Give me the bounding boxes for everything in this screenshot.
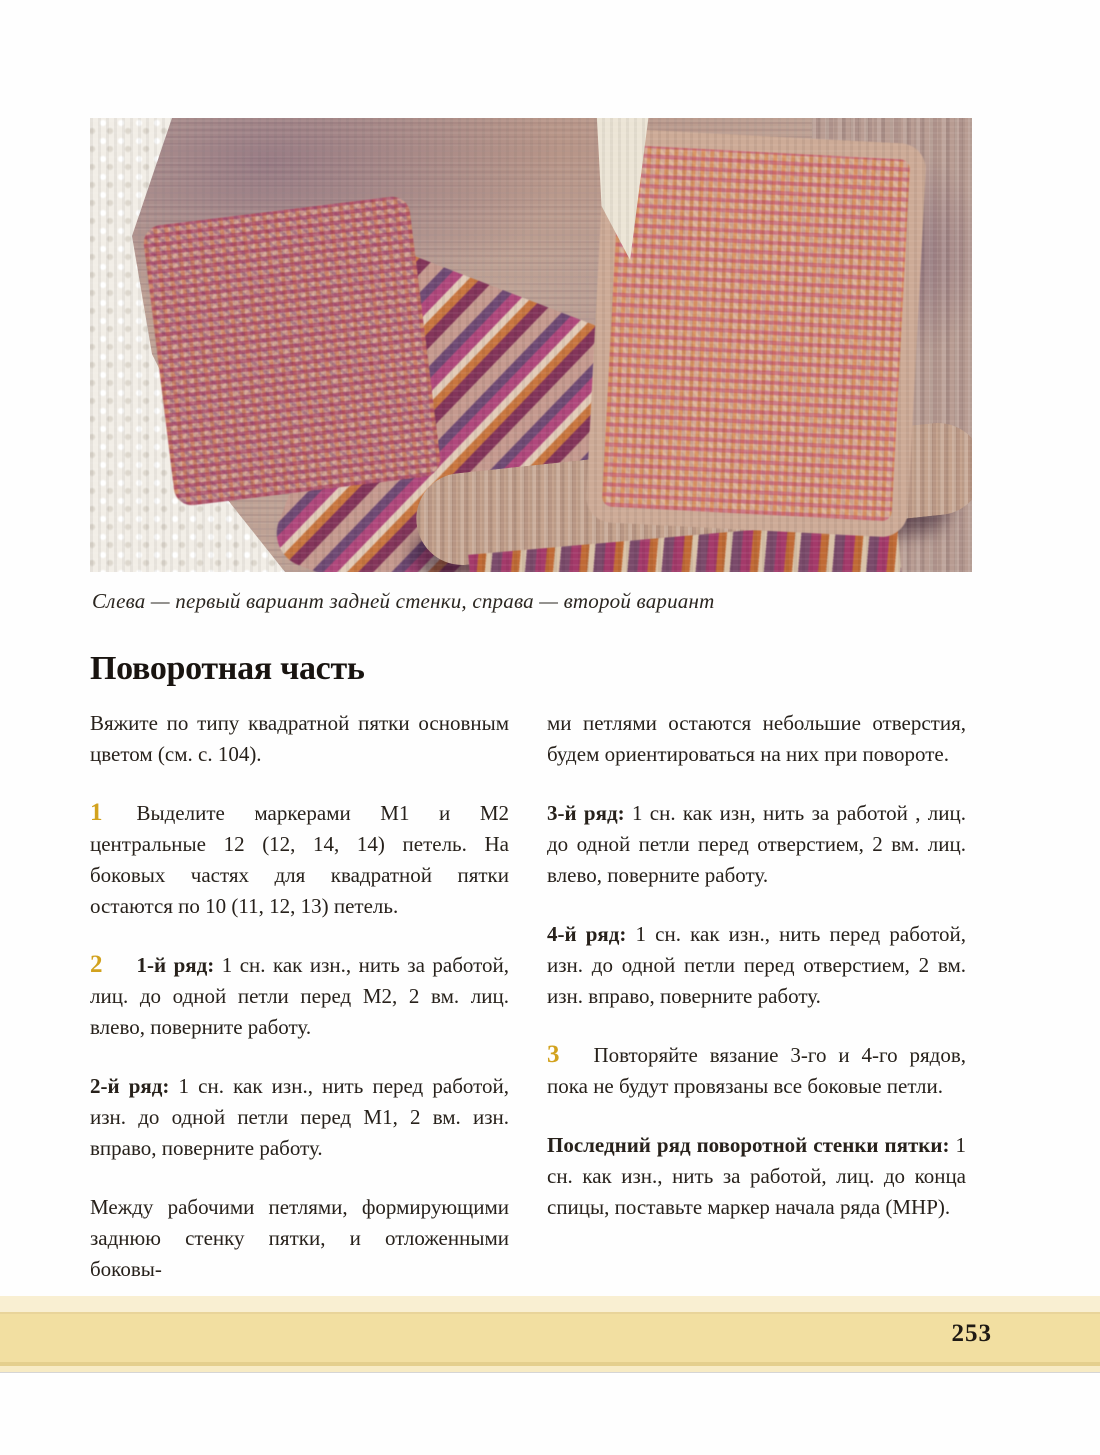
last-row-paragraph (547, 1130, 966, 1223)
between-stitches-paragraph (90, 1192, 509, 1285)
row-4-paragraph (547, 919, 966, 1012)
row-label: 2-й ряд: (90, 1074, 170, 1098)
footer-band (0, 1296, 1100, 1374)
photo-caption: Слева — первый вариант задней стенки, справа — второй вариант (92, 589, 715, 613)
row-label: 1-й ряд: (136, 953, 215, 977)
section-title: Поворотная часть (90, 650, 365, 687)
paragraph-text: Повторяйте вязание 3-го и 4-го рядов, пока не будут провязаны все боковые петли. (547, 1043, 966, 1098)
step-number-3: 3 (547, 1041, 560, 1068)
continued-paragraph (547, 708, 966, 770)
row-3-paragraph (547, 798, 966, 891)
step-2-paragraph (90, 950, 509, 1043)
row-label: Последний ряд поворотной стенки пятки: (547, 1133, 950, 1157)
paragraph-text: 1 сн. как изн., нить перед работой, изн. до одной петли перед М1, 2 вм. изн. вправо, поверните работу. (90, 1074, 509, 1160)
step-number-1: 1 (90, 799, 103, 826)
paragraph-text: 1 сн. как изн, нить за работой , лиц. до одной петли перед отверстием, 2 вм. лиц. влево, поверните работу. (547, 801, 967, 887)
photo-figure (90, 118, 972, 614)
step-3-paragraph (547, 1040, 966, 1102)
row-label: 3-й ряд: (547, 801, 625, 825)
left-sock-seed-patch (142, 195, 442, 508)
page-number: 253 (951, 1320, 992, 1347)
paragraph-text: Вяжите по типу квадратной пятки основным цветом (см. с. 104). (90, 711, 509, 766)
row-label: 4-й ряд: (547, 922, 627, 946)
paragraph-text: Между рабочими петлями, формирующими заднюю стенку пятки, и отложенными боковы- (90, 1195, 509, 1281)
text-columns (90, 708, 966, 1285)
paragraph-text: 1 сн. как изн., нить за работой, лиц. до одной петли перед М2, 2 вм. лиц. влево, поверните работу. (90, 953, 510, 1039)
intro-paragraph (90, 708, 509, 770)
paragraph-text: ми петлями остаются небольшие отверстия, будем ориентироваться на них при повороте. (547, 711, 966, 766)
paragraph-text: Выделите маркерами М1 и М2 центральные 12 (12, 14, 14) петель. На боковых частях для квадратной пятки остаются по 10 (11, 12, 13) петель. (90, 801, 509, 918)
column-right (547, 708, 966, 1285)
paragraph-text: 1 сн. как изн., нить за работой, лиц. до конца спицы, поставьте маркер начала ряда (МНР). (547, 1133, 967, 1219)
row-2-paragraph (90, 1071, 509, 1164)
paragraph-text: 1 сн. как изн., нить перед работой, изн. до одной петли перед отверстием, 2 вм. изн. вправо, поверните работу. (547, 922, 966, 1008)
step-number-2: 2 (90, 951, 103, 978)
step-1-paragraph (90, 798, 509, 922)
knitted-socks-photo (90, 118, 972, 572)
column-left (90, 708, 509, 1285)
